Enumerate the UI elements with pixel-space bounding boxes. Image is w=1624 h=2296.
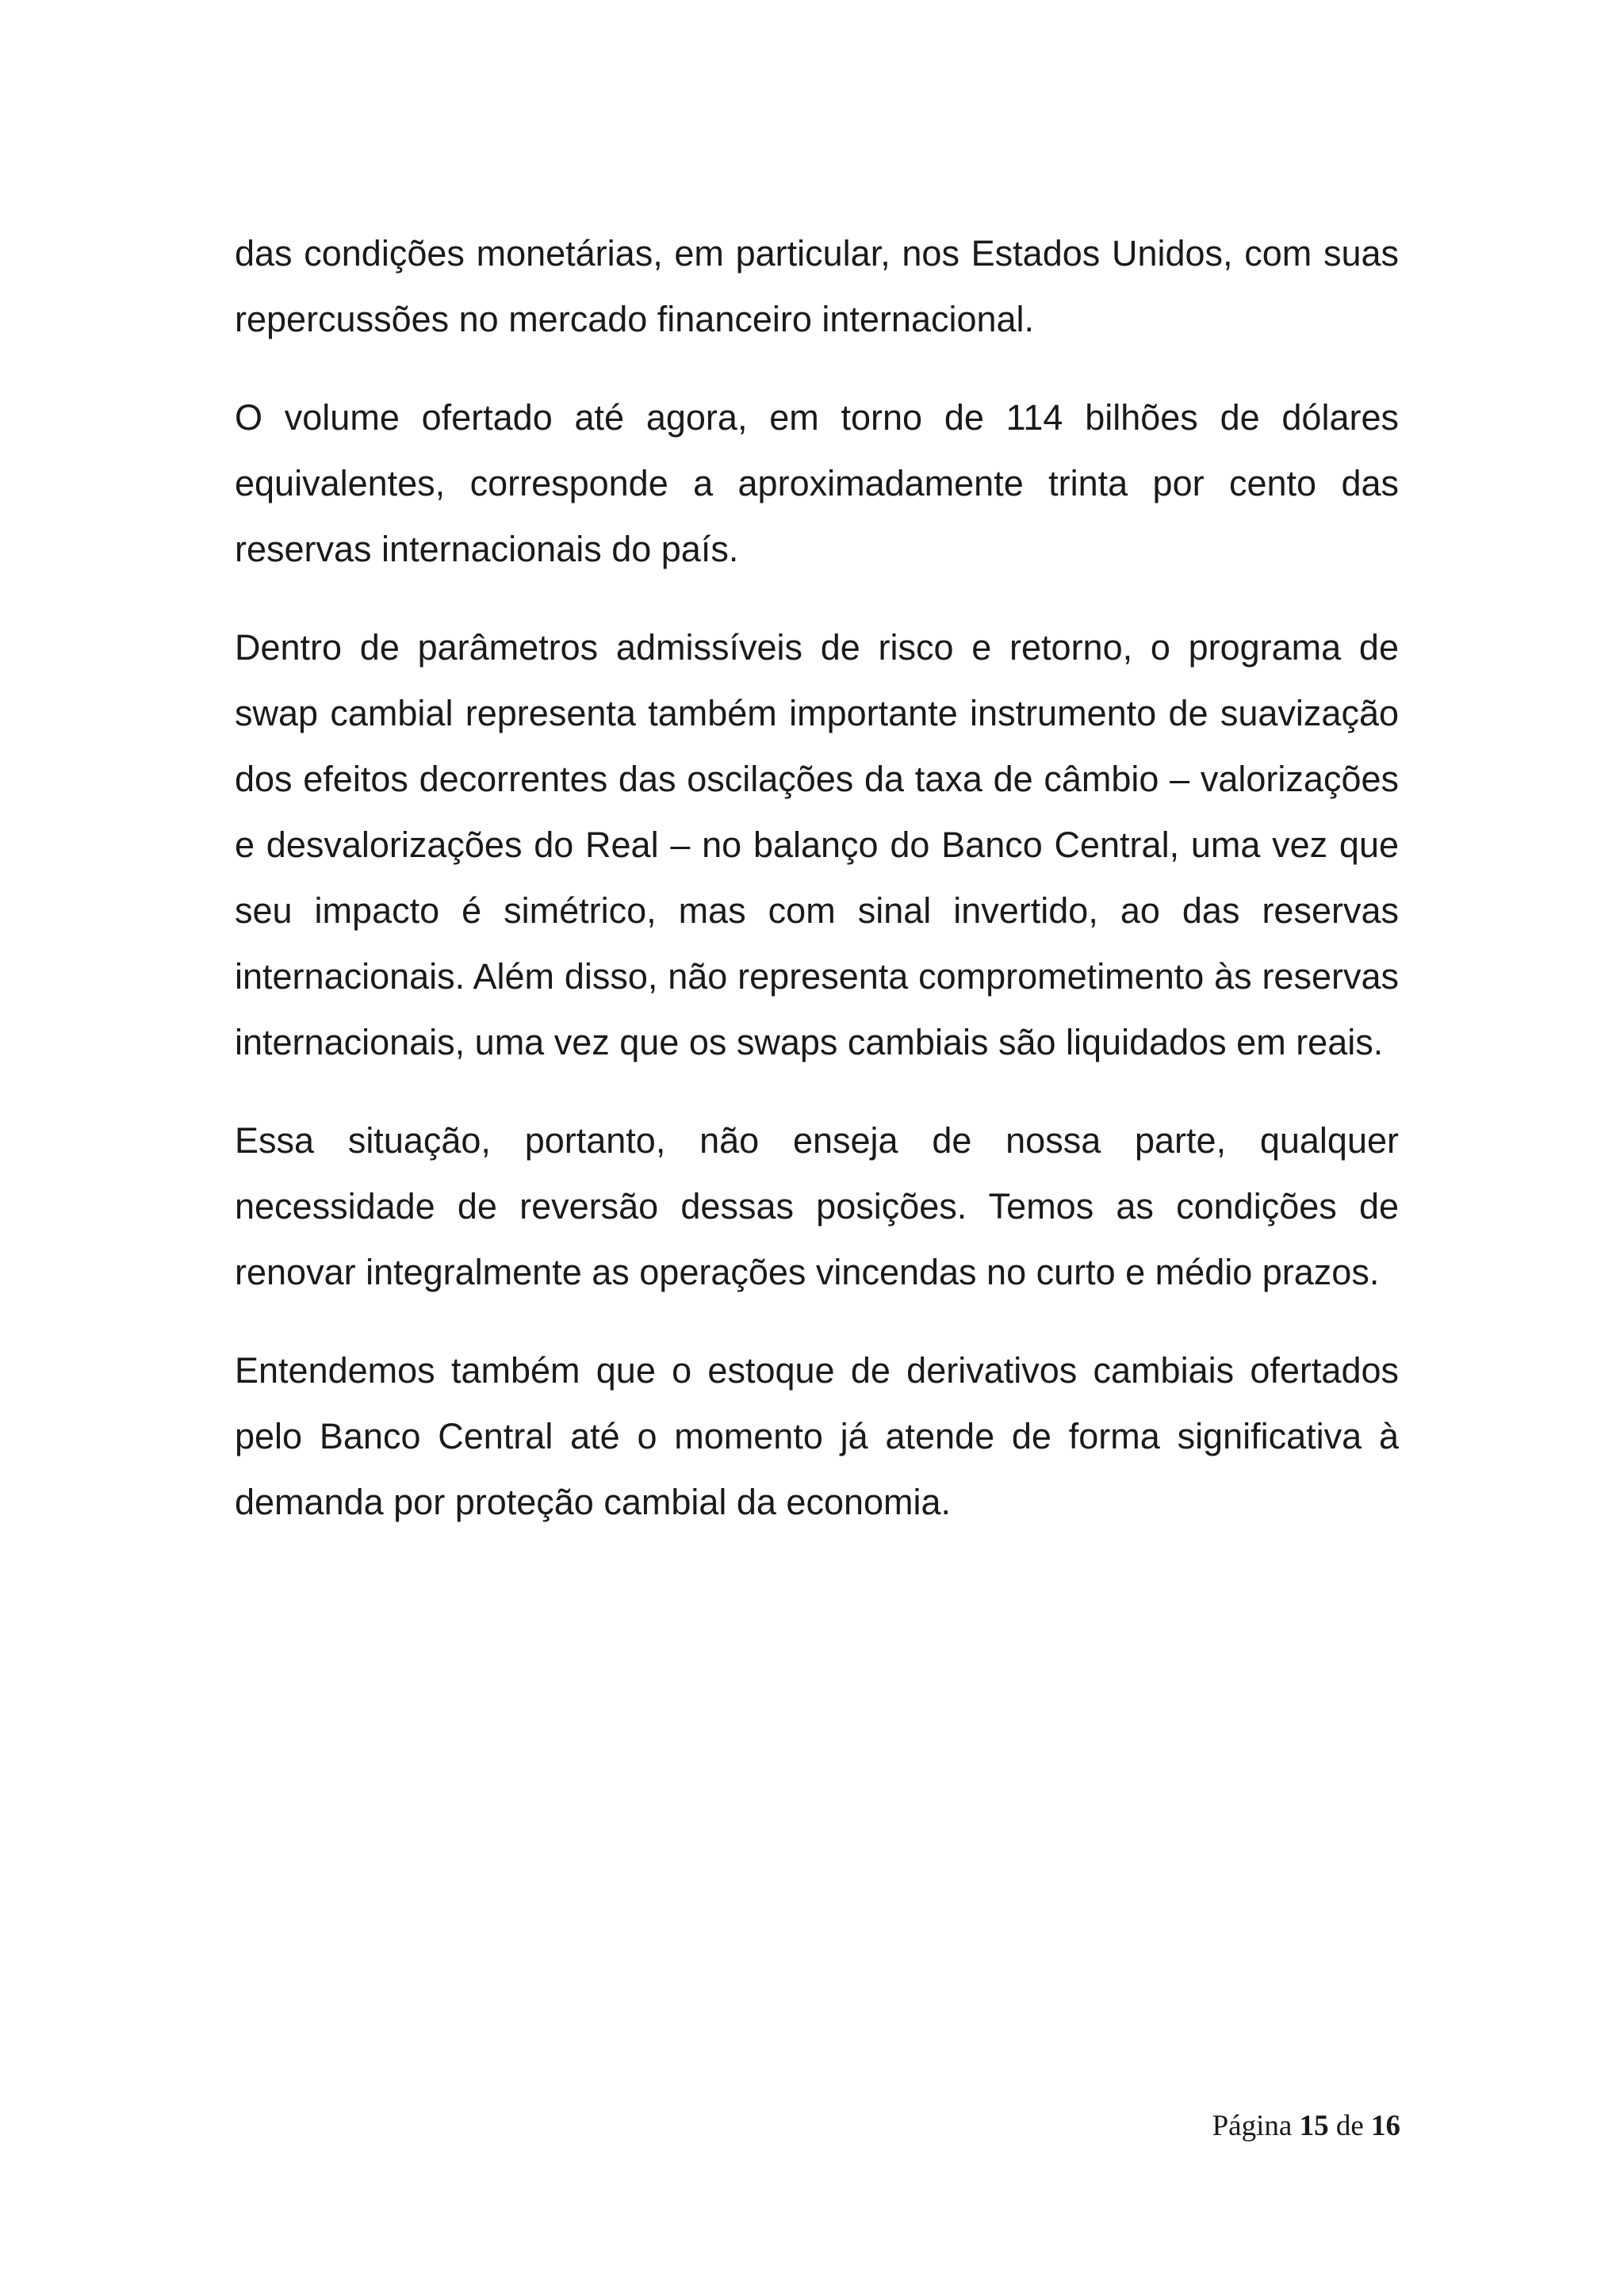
paragraph-2: O volume ofertado até agora, em torno de 114 bilhões de dólares equivalentes, corresponde a aproximadamente trinta por cento das reservas internacionais do país. — [235, 397, 1399, 569]
total-pages-number: 16 — [1371, 2110, 1400, 2142]
current-page-number: 15 — [1299, 2110, 1329, 2142]
page-word: Página — [1212, 2110, 1293, 2142]
paragraph-3: Dentro de parâmetros admissíveis de risco e retorno, o programa de swap cambial representa também importante instrumento de suavização dos efeitos decorrentes das oscilações da taxa de câmbio – valorizações e desvalorizações do Real – no balanço do Banco Central, uma vez que seu impacto é simétrico, mas com sinal invertido, ao das reservas internacionais. Além disso, não representa comprometimento às reservas internacionais, uma vez que os swaps cambiais são liquidados em reais. — [235, 627, 1399, 1062]
page-number-footer — [1212, 2109, 1400, 2144]
paragraph-1: das condições monetárias, em particular, nos Estados Unidos, com suas repercussões no mercado financeiro internacional. — [235, 233, 1399, 339]
paragraph-5: Entendemos também que o estoque de derivativos cambiais ofertados pelo Banco Central até o momento já atende de forma significativa à demanda por proteção cambial da economia. — [235, 1350, 1399, 1522]
paragraph-4: Essa situação, portanto, não enseja de nossa parte, qualquer necessidade de reversão dessas posições. Temos as condições de renovar integralmente as operações vincendas no curto e médio prazos. — [235, 1120, 1399, 1292]
body-text — [235, 220, 1399, 1567]
of-word: de — [1335, 2110, 1364, 2142]
